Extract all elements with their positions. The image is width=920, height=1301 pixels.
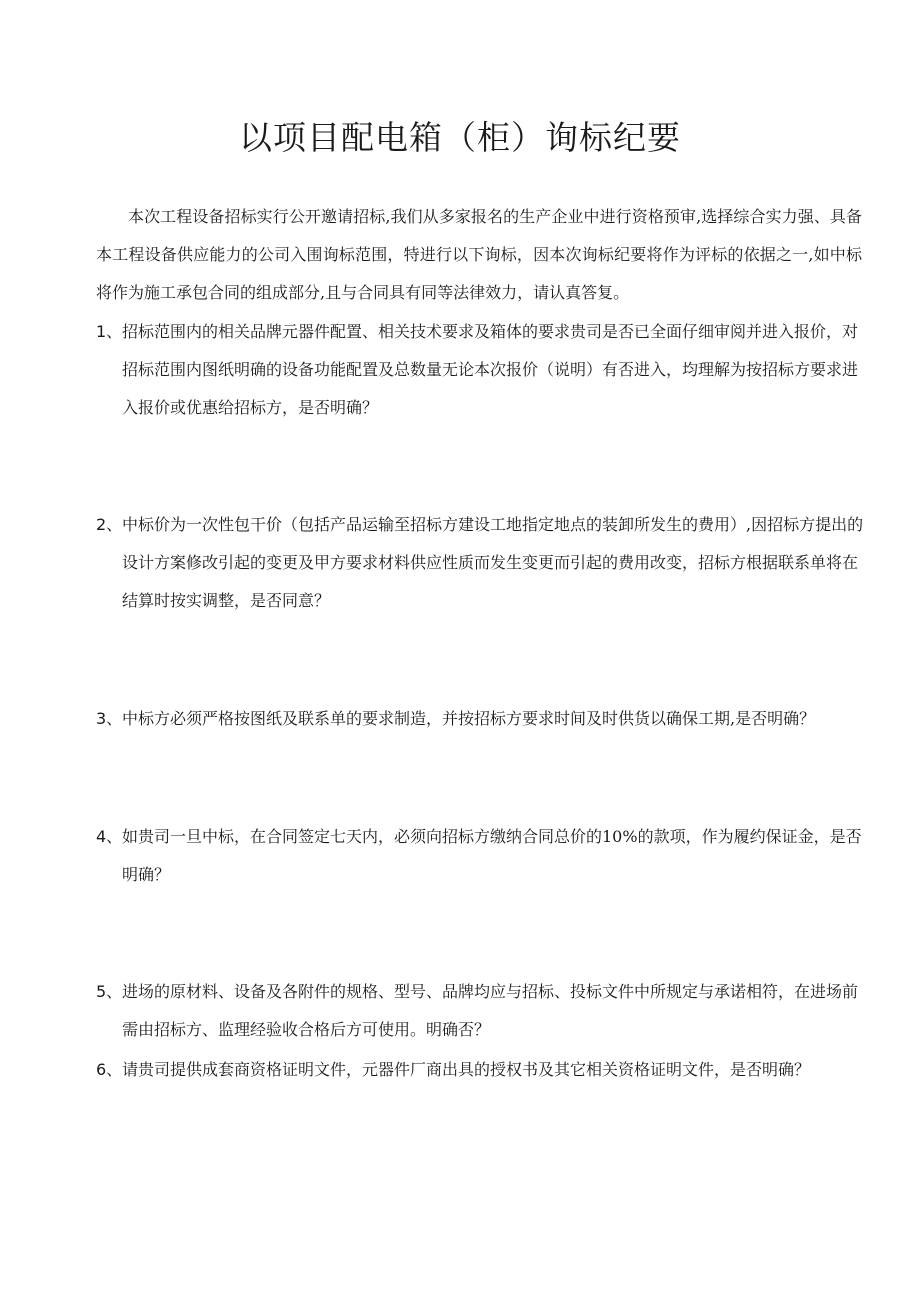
list-item-4 — [96, 818, 866, 894]
intro-paragraph: 本次工程设备招标实行公开邀请招标,我们从多家报名的生产企业中进行资格预审,选择综合实力强、具备本工程设备供应能力的公司入围询标范围，特进行以下询标，因本次询标纪要将作为评标的依据之一,如中标将作为施工承包合同的组成部分,且与合同具有同等法律效力，请认真答复。 — [96, 207, 862, 302]
list-item-6 — [96, 1051, 826, 1089]
item-text: 请贵司提供成套商资格证明文件，元器件厂商出具的授权书及其它相关资格证明文件，是否明确？ — [122, 1060, 811, 1079]
item-number: 2、 — [96, 515, 123, 534]
item-number: 1、 — [96, 322, 123, 341]
list-item-5 — [96, 973, 866, 1049]
item-text: 中标价为一次性包干价（包括产品运输至招标方建设工地指定地点的装卸所发生的费用）,因招标方提出的设计方案修改引起的变更及甲方要求材料供应性质而发生变更而引起的费用改变，招标方根据联系单将在结算时按实调整，是否同意？ — [122, 515, 864, 610]
item-text: 如贵司一旦中标，在合同签定七天内，必须向招标方缴纳合同总价的10%的款项，作为履约保证金，是否明确？ — [122, 827, 862, 884]
item-number: 6、 — [96, 1060, 123, 1079]
document-title: 以项目配电箱（柜）询标纪要 — [239, 118, 681, 157]
list-item-1 — [96, 313, 866, 427]
item-number: 3、 — [96, 709, 123, 728]
item-text: 进场的原材料、设备及各附件的规格、型号、品牌均应与招标、投标文件中所规定与承诺相符，在进场前需由招标方、监理经验收合格后方可使用。明确否？ — [122, 982, 859, 1039]
item-number: 4、 — [96, 827, 123, 846]
item-text: 中标方必须严格按图纸及联系单的要求制造，并按招标方要求时间及时供货以确保工期,是否明确？ — [122, 709, 816, 728]
list-item-3 — [96, 700, 876, 738]
item-number: 5、 — [96, 982, 123, 1001]
item-text: 招标范围内的相关品牌元器件配置、相关技术要求及箱体的要求贵司是否已全面仔细审阅并进入报价，对招标范围内图纸明确的设备功能配置及总数量无论本次报价（说明）有否进入，均理解为按招标方要求进入报价或优惠给招标方，是否明确？ — [122, 322, 859, 417]
list-item-2 — [96, 506, 866, 620]
